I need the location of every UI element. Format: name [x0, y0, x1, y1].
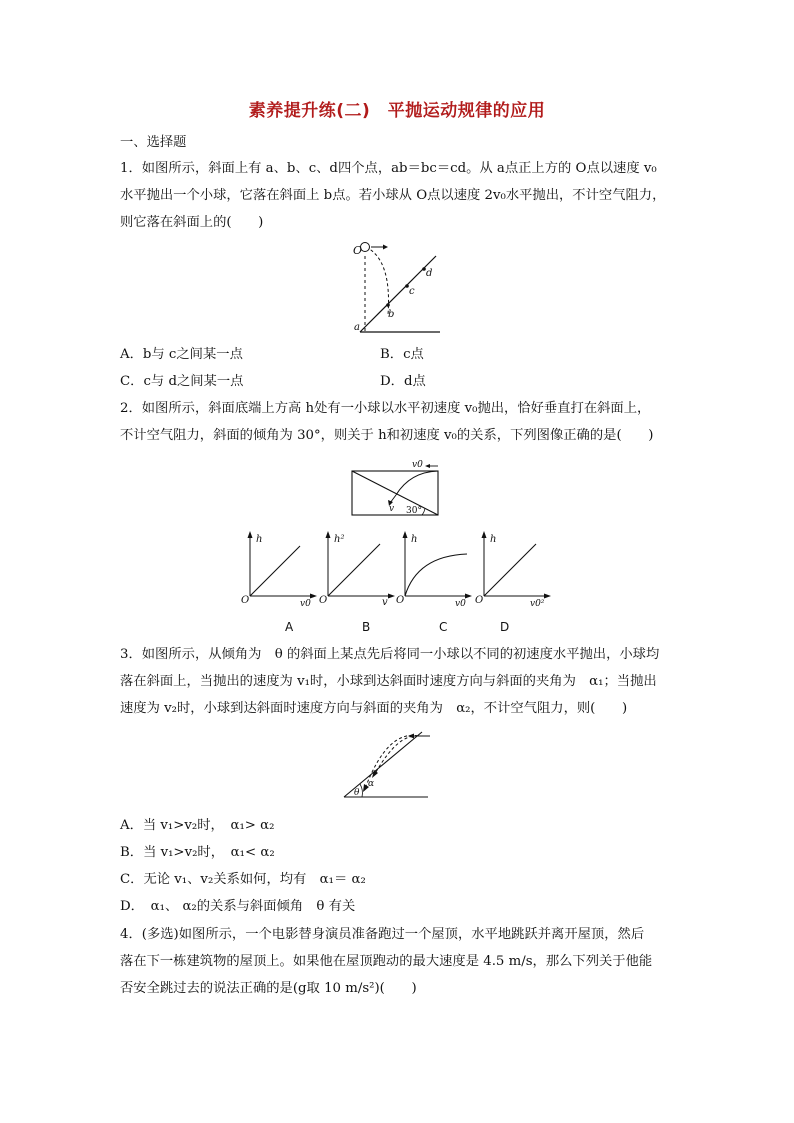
- q3-line-3: 速度为 v₂时，小球到达斜面时速度方向与斜面的夹角为 α₂，不计空气阻力，则( ): [120, 701, 628, 716]
- graph-d-y-arrowhead: [482, 531, 487, 538]
- graph-b-curve: [328, 544, 380, 596]
- graph-a-y-arrowhead: [248, 531, 253, 538]
- q3-line-1: 3．如图所示，从倾角为 θ 的斜面上某点先后将同一小球以不同的初速度水平抛出，小球均: [120, 647, 660, 662]
- q1-option-c: C．c与 d之间某一点: [120, 374, 244, 389]
- q1-label-c: c: [409, 286, 415, 297]
- graph-c-x-arrowhead: [465, 594, 472, 599]
- q2-caption-a: A: [285, 620, 294, 634]
- q1-trajectory: [366, 247, 389, 315]
- q3-label-theta: θ: [354, 788, 360, 798]
- q3-option-b: B．当 v₁>v₂时， α₁< α₂: [120, 845, 275, 860]
- q4-line-2: 落在下一栋建筑物的屋顶上。如果他在屋顶跑动的最大速度是 4.5 m/s，那么下列关于他能: [120, 954, 653, 969]
- graph-c-ylabel: h: [411, 534, 418, 545]
- graph-d-x-arrowhead: [544, 594, 551, 599]
- q3-option-d: D． α₁、 α₂的关系与斜面倾角 θ 有关: [120, 899, 356, 914]
- q2-line-2: 不计空气阻力，斜面的倾角为 30°，则关于 h和初速度 v₀的关系，下列图像正确的是( ): [120, 428, 654, 443]
- graph-d-xlabel: v0²: [530, 599, 545, 608]
- q1-label-d: d: [426, 268, 433, 279]
- q3-option-a: A．当 v₁>v₂时， α₁> α₂: [120, 818, 275, 833]
- q3-trajectory-1: [376, 736, 418, 772]
- q2-label-v: v: [389, 504, 395, 514]
- graph-c-y-arrowhead: [403, 531, 408, 538]
- q2-label-v0: v0: [412, 460, 423, 470]
- graph-b-y-arrowhead: [326, 531, 331, 538]
- graph-a-x-arrowhead: [310, 594, 317, 599]
- q1-velocity-arrowhead: [383, 245, 388, 250]
- q3-label-alpha: α: [368, 779, 375, 789]
- q3-theta-arc: [360, 784, 362, 797]
- graph-a-curve: [250, 546, 300, 596]
- q3-line-2: 落在斜面上，当抛出的速度为 v₁时，小球到达斜面时速度方向与斜面的夹角为 α₁；当抛出: [120, 674, 657, 689]
- q1-label-O: O: [353, 244, 363, 257]
- q1-label-b: b: [388, 309, 395, 320]
- q2-graph-b: [318, 528, 398, 608]
- graph-c-origin: O: [396, 595, 405, 606]
- q1-figure: [348, 238, 444, 338]
- q2-caption-b: B: [362, 620, 371, 634]
- q2-v0-arrowhead: [425, 464, 430, 468]
- graph-a-xlabel: v0: [300, 599, 311, 608]
- graph-a-origin: O: [241, 595, 250, 606]
- q2-graph-c: [395, 528, 475, 608]
- q3-figure: [336, 726, 436, 802]
- graph-c-curve: [405, 554, 467, 596]
- graph-b-x-arrowhead: [388, 594, 395, 599]
- q2-line-1: 2．如图所示，斜面底端上方高 h处有一小球以水平初速度 v₀抛出，恰好垂直打在斜面上，: [120, 401, 651, 416]
- q1-option-b: B．c点: [380, 347, 424, 362]
- q1-line-3: 则它落在斜面上的( ): [120, 215, 264, 230]
- graph-d-curve: [484, 544, 536, 596]
- q3-velocity-arrowhead: [408, 734, 414, 739]
- section-heading: 一、选择题: [120, 135, 187, 150]
- graph-a-ylabel: h: [256, 534, 263, 545]
- q3-option-c: C．无论 v₁、v₂关系如何，均有 α₁＝ α₂: [120, 872, 366, 887]
- q1-option-d: D．d点: [380, 374, 426, 389]
- q2-figure: [348, 456, 444, 518]
- q1-line-2: 水平抛出一个小球，它落在斜面上 b点。若小球从 O点以速度 2v₀水平抛出，不计空气阻力，: [120, 188, 666, 203]
- graph-d-origin: O: [475, 595, 484, 606]
- q2-caption-d: D: [500, 620, 510, 634]
- q4-line-1: 4．(多选)如图所示，一个电影替身演员准备跑过一个屋顶，水平地跳跃并离开屋顶，然后: [120, 927, 645, 942]
- graph-c-xlabel: v0: [455, 599, 466, 608]
- q1-label-a: a: [354, 322, 360, 333]
- graph-b-origin: O: [319, 595, 328, 606]
- q2-graph-d: [474, 528, 554, 608]
- q2-trajectory: [396, 471, 438, 495]
- q1-line-1: 1．如图所示，斜面上有 a、b、c、d四个点，ab＝bc＝cd。从 a点正上方的 O点以速度 v₀: [120, 161, 657, 176]
- graph-b-xlabel: v: [382, 597, 388, 608]
- q2-graph-a: [240, 528, 320, 608]
- q2-caption-c: C: [439, 620, 448, 634]
- q1-point-b: [386, 303, 390, 307]
- graph-b-ylabel: h²: [334, 534, 345, 545]
- page-title: 素养提升练(二) 平抛运动规律的应用: [248, 101, 546, 121]
- q2-label-angle: 30°: [406, 506, 422, 516]
- q2-angle-arc: [422, 508, 425, 515]
- graph-d-ylabel: h: [490, 534, 497, 545]
- q1-option-a: A．b与 c之间某一点: [120, 347, 243, 362]
- q4-line-3: 否安全跳过去的说法正确的是(g取 10 m/s²)( ): [120, 981, 417, 996]
